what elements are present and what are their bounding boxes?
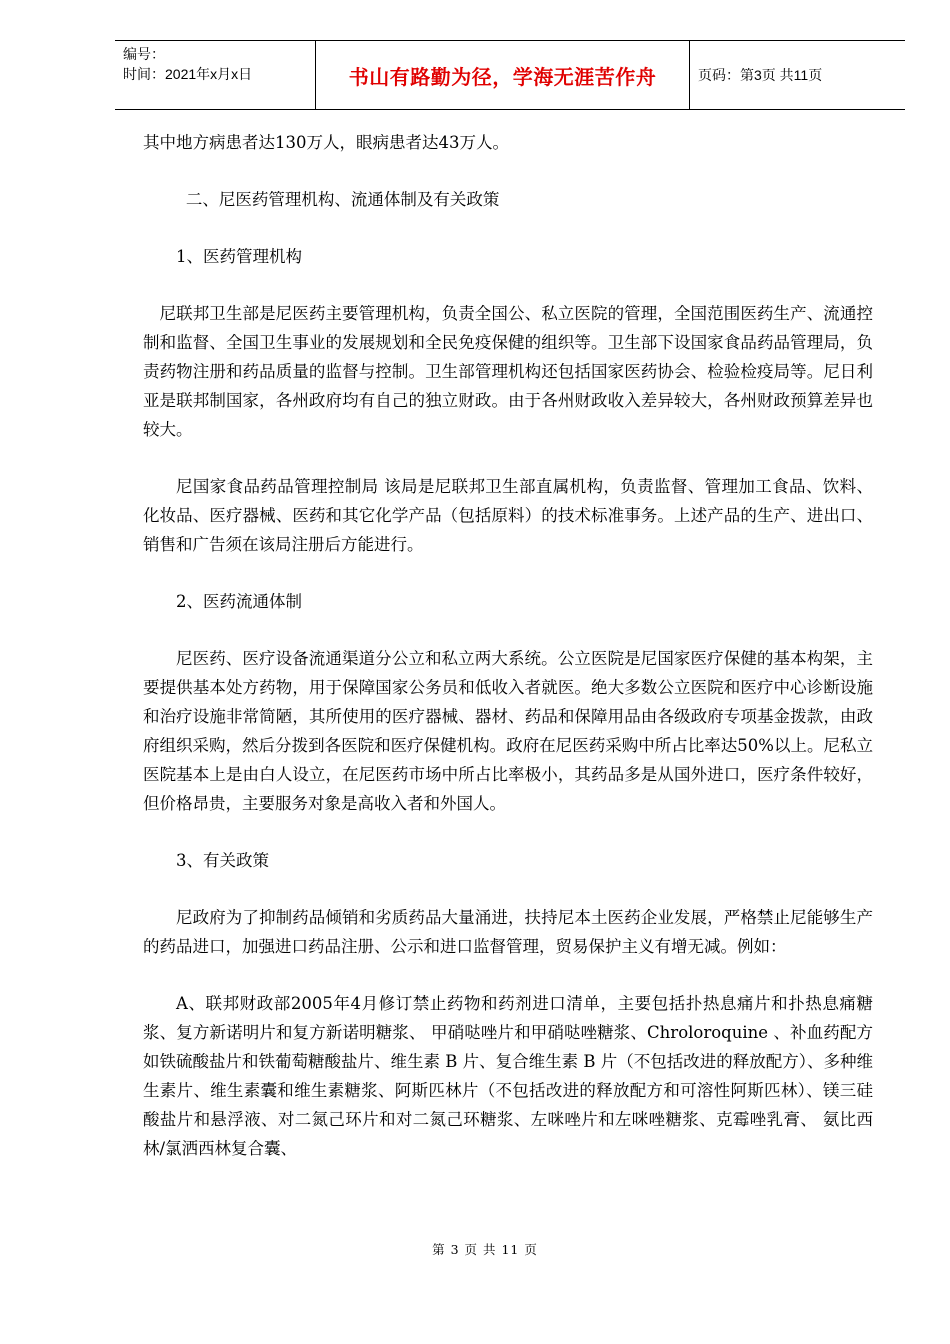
page-footer: 第 3 页 共 11 页 — [432, 1242, 538, 1257]
header-page-info: 页码：第3页 共11页 — [698, 67, 823, 83]
section-heading: 二、尼医药管理机构、流通体制及有关政策 — [185, 190, 500, 209]
paragraph: 尼国家食品药品管理控制局 该局是尼联邦卫生部直属机构，负责监督、管理加工食品、饮料、化妆品、医疗器械、医药和其它化学产品（包括原料）的技术标准事务。上述产品的生产、进出口、销售和广告须在该局注册后方能进行。 — [143, 477, 873, 554]
number-label: 编号： — [123, 46, 165, 62]
subsection-heading: 1、医药管理机构 — [176, 247, 302, 266]
header-motto: 书山有路勤为径，学海无涯苦作舟 — [316, 41, 690, 109]
paragraph: A、联邦财政部2005年4月修订禁止药物和药剂进口清单，主要包括扑热息痛片和扑热息痛糖浆、复方新诺明片和复方新诺明糖浆、 甲硝哒唑片和甲硝哒唑糖浆、Chroloroquine 、补血药配方如铁硫酸盐片和铁葡萄糖酸盐片、维生素 B 片、复合维生素 B 片（不包括改进的释放配方）、多种维生素片、维生素囊和维生素糖浆、阿斯匹林片（不包括改进的释放配方和可溶性阿斯匹林）、镁三硅酸盐片和悬浮液、对二氮己环片和对二氮己环糖浆、左咪唑片和左咪唑糖浆、克霉唑乳膏、 氨比西林/氯洒西林复合囊、 — [143, 994, 873, 1158]
subsection-heading: 3、有关政策 — [176, 851, 269, 870]
paragraph: 尼联邦卫生部是尼医药主要管理机构，负责全国公、私立医院的管理，全国范围医药生产、流通控制和监督、全国卫生事业的发展规划和全民免疫保健的组织等。卫生部下设国家食品药品管理局，负责药物注册和药品质量的监督与控制。卫生部管理机构还包括国家医药协会、检验检疫局等。尼日利亚是联邦制国家，各州政府均有自己的独立财政。由于各州财政收入差异较大，各州财政预算差异也较大。 — [143, 304, 873, 439]
time-label: 时间：2021年x月x日 — [123, 66, 253, 82]
paragraph: 尼政府为了抑制药品倾销和劣质药品大量涌进，扶持尼本土医药企业发展，严格禁止尼能够生产的药品进口，加强进口药品注册、公示和进口监督管理，贸易保护主义有增无减。例如： — [143, 908, 873, 956]
header-meta — [115, 41, 316, 109]
paragraph: 尼医药、医疗设备流通渠道分公立和私立两大系统。公立医院是尼国家医疗保健的基本构架，主要提供基本处方药物，用于保障国家公务员和低收入者就医。绝大多数公立医院和医疗中心诊断设施和治疗设施非常简陋，其所使用的医疗器械、器材、药品和保障用品由各级政府专项基金拨款，由政府组织采购，然后分拨到各医院和医疗保健机构。政府在尼医药采购中所占比率达50%以上。尼私立医院基本上是由白人设立，在尼医药市场中所占比率极小，其药品多是从国外进口，医疗条件较好，但价格昂贵，主要服务对象是高收入者和外国人。 — [143, 649, 873, 813]
body-text — [143, 128, 873, 1191]
paragraph: 其中地方病患者达130万人，眼病患者达43万人。 — [143, 133, 509, 152]
page-header — [115, 40, 905, 110]
subsection-heading: 2、医药流通体制 — [176, 592, 302, 611]
